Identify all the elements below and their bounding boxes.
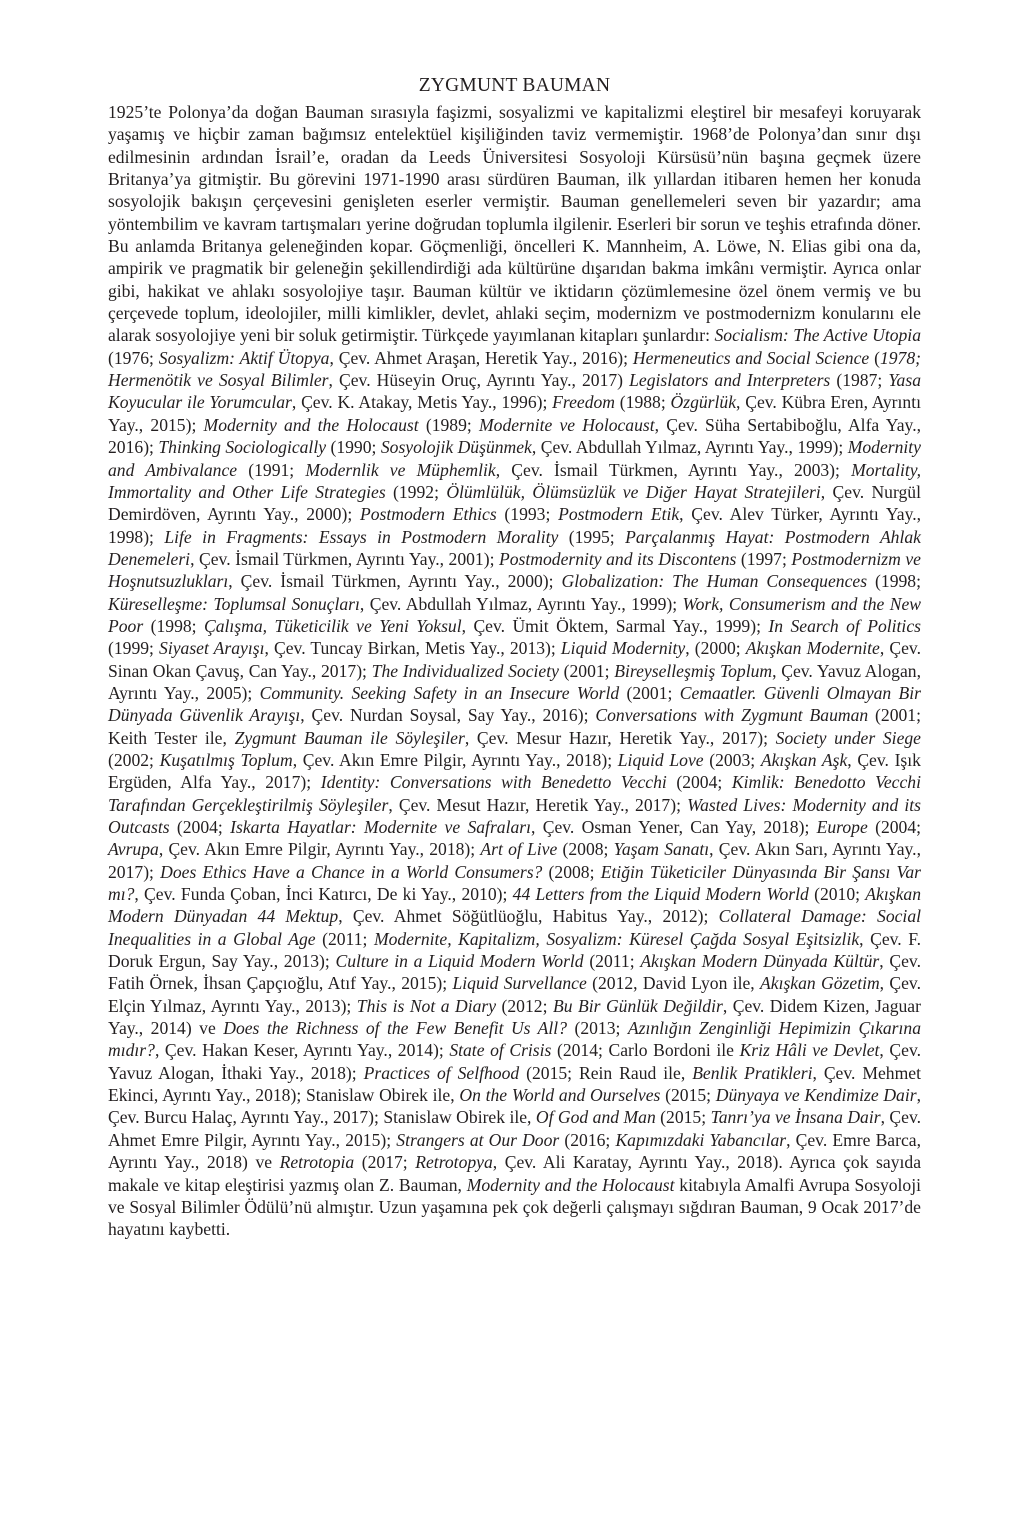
text-run: (2012; (496, 995, 553, 1016)
text-run: , Çev. Abdullah Yılmaz, Ayrıntı Yay., 1999); (531, 437, 848, 458)
italic-title-run: Tanrı’ya ve İnsana Dair (710, 1107, 881, 1128)
italic-title-run: Akışkan Modern Dünyada Kültür (640, 951, 880, 972)
text-run: (2001; Keith Tester ile, (108, 705, 921, 748)
italic-title-run: Modernity and Ambivalance (108, 437, 921, 480)
text-run: (2012, David Lyon ile, (586, 973, 761, 994)
italic-title-run: Akışkan Modernite (745, 638, 880, 659)
text-run: (2008; (557, 839, 614, 860)
text-run: , Çev. Mesut Hazır, Heretik Yay., 2017); (388, 794, 688, 815)
text-run: , Çev. Ahmet Araşan, Heretik Yay., 2016); (329, 347, 633, 368)
text-run: (2017; (354, 1152, 416, 1173)
text-run: (1997; (736, 548, 792, 569)
text-run: , Çev. Ahmet Söğütlüoğlu, Habitus Yay., 2012); (338, 906, 719, 927)
italic-title-run: Community. Seeking Safety in an Insecure World (259, 682, 620, 703)
italic-title-run: Europe (816, 817, 868, 837)
italic-title-run: Strangers at Our Door (396, 1129, 560, 1150)
text-run: , Çev. Ahmet Emre Pilgir, Ayrıntı Yay., 2015); (108, 1107, 922, 1150)
italic-title-run: Siyaset Arayışı (159, 638, 265, 659)
italic-title-run: Society under Siege (775, 727, 921, 748)
italic-title-run: Practices of Selfhood (363, 1062, 520, 1083)
italic-title-run: Wasted Lives: Modernity and its Outcasts (108, 794, 921, 837)
text-run: (1991; (237, 459, 306, 480)
italic-title-run: Ölümlülük, Ölümsüzlük ve Diğer Hayat Stratejileri (446, 481, 821, 502)
text-run: (2002; (108, 749, 160, 770)
text-run: , Çev. Fatih Örnek, İhsan Çapçıoğlu, Atıf Yay., 2015); (108, 951, 921, 994)
italic-title-run: Postmodernity and its Discontens (499, 548, 737, 569)
italic-title-run: Globalization: The Human Consequences (561, 571, 868, 592)
text-run: , Çev. Burcu Halaç, Ayrıntı Yay., 2017); Stanislaw Obirek ile, (108, 1085, 921, 1128)
text-run: (2015; (655, 1107, 711, 1128)
text-run: kitabıyla Amalfi Avrupa Sosyoloji ve Sosyal Bilimler Ödülü’nü almıştır. Uzun yaşamına pek çok değerli çalışmayı sığdıran Bauman, 9 Ocak 2017’de hayatını kaybetti. (108, 1174, 921, 1240)
italic-title-run: 44 Letters from the Liquid Modern World (512, 884, 809, 905)
italic-title-run: Benlik Pratikleri (692, 1062, 813, 1083)
text-run: (1999; (108, 638, 160, 659)
text-run: , Çev. Ali Karatay, Ayrıntı Yay., 2018). Ayrıca çok sayıda makale ve kitap eleştirisi yazmış olan Z. Bauman, (108, 1152, 921, 1195)
italic-title-run: The Individualized Society (371, 660, 559, 681)
text-run: (2001; (558, 660, 615, 681)
text-run: , Çev. Elçin Yılmaz, Ayrıntı Yay., 2013); (108, 973, 921, 1016)
text-run: , (2000; (685, 638, 746, 659)
italic-title-run: Kuşatılmış Toplum (159, 749, 293, 770)
text-run: , Çev. Abdullah Yılmaz, Ayrıntı Yay., 1999); (359, 593, 683, 614)
italic-title-run: In Search of Politics (768, 615, 921, 636)
italic-title-run: Yaşam Sanatı (613, 839, 710, 860)
text-run: , Çev. Süha Sertabiboğlu, Alfa Yay., 2016); (108, 414, 921, 458)
italic-title-run: Thinking Sociologically (158, 437, 327, 458)
text-run: (1988; (615, 392, 671, 413)
text-run: ( (869, 347, 880, 368)
text-run: , Çev. Yavuz Alogan, İthaki Yay., 2018); (108, 1040, 921, 1083)
italic-title-run: Kriz Hâli ve Devlet (739, 1040, 880, 1061)
italic-title-run: Avrupa (108, 839, 159, 860)
italic-title-run: Freedom (552, 392, 616, 413)
italic-title-run: Retrotopia (279, 1152, 355, 1173)
italic-title-run: Liquid Love (617, 749, 704, 770)
italic-title-run: Legislators and Interpreters (629, 370, 831, 391)
italic-title-run: Kapımızdaki Yabancılar (615, 1129, 787, 1150)
text-run: (2004; (867, 817, 922, 837)
italic-title-run: Socialism: The Active Utopia (714, 325, 921, 346)
italic-title-run: Liquid Modernity (560, 638, 686, 659)
italic-title-run: Kimlik: Benedotto Vecchi Tarafından Gerçekleştirilmiş Söyleşiler (108, 772, 921, 815)
italic-title-run: Sosyalizm: Aktif Ütopya (158, 347, 330, 368)
text-run: , Çev. İsmail Türkmen, Ayrıntı Yay., 2003); (495, 459, 852, 480)
text-run: , Çev. Hakan Keser, Ayrıntı Yay., 2014); (154, 1040, 450, 1061)
italic-title-run: Yasa Koyucular ile Yorumcular (108, 370, 921, 413)
text-run: (2003; (703, 749, 761, 770)
text-run: , Çev. Nurdan Soysal, Say Yay., 2016); (300, 705, 596, 726)
italic-title-run: Zygmunt Bauman ile Söyleşiler (234, 727, 465, 748)
text-run: , Çev. Akın Emre Pilgir, Ayrıntı Yay., 2018); (158, 839, 481, 860)
italic-title-run: Modernity and the Holocaust (466, 1174, 675, 1195)
text-run: (2008; (542, 861, 601, 882)
text-run: (1995; (558, 526, 626, 547)
italic-title-run: Liquid Survellance (452, 973, 587, 994)
text-run: , Çev. Işık Ergüden, Alfa Yay., 2017); (108, 749, 921, 793)
text-run: , Çev. Funda Çoban, İnci Katırcı, De ki Yay., 2010); (134, 884, 513, 905)
italic-title-run: Cemaatler. Güvenli Olmayan Bir Dünyada Güvenlik Arayışı (108, 682, 922, 726)
italic-title-run: Azınlığın Zenginliği Hepimizin Çıkarına mıdır? (108, 1018, 921, 1061)
text-run: , Çev. Yavuz Alogan, Ayrıntı Yay., 2005); (108, 660, 921, 703)
text-run: (2011; (583, 951, 641, 972)
text-run: , Çev. Mesur Hazır, Heretik Yay., 2017); (464, 727, 776, 748)
text-run: , Çev. Nurgül Demirdöven, Ayrıntı Yay., 2000); (108, 481, 921, 525)
italic-title-run: Sosyolojik Düşünmek (380, 437, 532, 458)
italic-title-run: Modernlik ve Müphemlik (305, 459, 496, 480)
page-title: ZYGMUNT BAUMAN (418, 75, 611, 96)
italic-title-run: Culture in a Liquid Modern World (335, 951, 584, 972)
italic-title-run: Akışkan Aşk (760, 749, 848, 770)
italic-title-run: Modernity and the Holocaust (203, 414, 419, 435)
italic-title-run: Does Ethics Have a Chance in a World Consumers? (160, 861, 543, 882)
italic-title-run: Bireyselleşmiş Toplum (614, 660, 773, 681)
text-run: (2004; (169, 817, 231, 837)
italic-title-run: Retrotopya (415, 1152, 493, 1173)
text-run: (2013; (567, 1018, 628, 1039)
italic-title-run: Does the Richness of the Few Benefit Us All? (223, 1018, 567, 1039)
text-run: (1998; (867, 571, 921, 592)
text-run: (2014; Carlo Bordoni ile (551, 1040, 740, 1061)
italic-title-run: Parçalanmış Hayat: Postmodern Ahlak Denemeleri (108, 526, 921, 569)
text-run: 1925’te Polonya’da doğan Bauman sırasıyla faşizmi, sosyalizmi ve kapitalizmi eleştirel bir mesafeyi koruyarak yaşamış ve hiçbir zaman bağımsız entelektüel kişiliğinden taviz vermemiştir. 1968’de Polonya’dan sınır dışı edilmesinin ardından İsrail’e, oradan da Leeds Üniversitesi Sosyoloji Kürsüsü’nün başına geçmek üzere Britanya’ya gitmiştir. Bu görevini 1971-1990 arası sürdüren Bauman, ilk yıllardan itibaren hemen her konuda sosyolojik bakışın çerçevesini genişleten eserler vermiştir. Bauman genellemeleri seven bir yazardır; ama yöntembilim ve kavram tartışmaları yerine doğrudan toplumla ilgilenir. Eserleri bir sorun ve teşhis etrafında döner. Bu anlamda Britanya geleneğinden kopar. Göçmenliği, öncelleri K. Mannheim, A. Löwe, N. Elias gibi ona da, ampirik ve pragmatik bir geleneğin şekillendirdiği ada kültürüne dışarıdan bakma imkânı vermiştir. Ayrıca onlar gibi, hakikat ve ahlakı sosyolojiye taşır. Bauman kültür ve iktidarın çözümlemesine özel önem vermiş ve bu çerçevede toplum, ideolojiler, milli kimlikler, devlet, ahlaki seçim, modernizm ve postmodernizm konularını ele alarak sosyolojiye yeni bir soluk getirmiştir. Türkçede yayımlanan kitapları şunlardır: (108, 102, 921, 346)
text-run: , Çev. Mehmet Ekinci, Ayrıntı Yay., 2018); Stanislaw Obirek ile, (108, 1062, 921, 1106)
text-run: (1987; (830, 370, 889, 391)
italic-title-run: Küreselleşme: Toplumsal Sonuçları (108, 593, 360, 614)
text-run: (2004; (666, 772, 732, 793)
text-run: , Çev. Akın Sarı, Ayrıntı Yay., 2017); (108, 839, 921, 882)
biography-paragraph (108, 101, 921, 1241)
text-run: (2010; (808, 884, 866, 905)
text-run: , Çev. Didem Kizen, Jaguar Yay., 2014) ve (108, 995, 921, 1039)
italic-title-run: Etiğin Tüketiciler Dünyasında Bir Şansı Var mı? (108, 861, 921, 905)
italic-title-run: Conversations with Zygmunt Bauman (595, 705, 869, 726)
text-run: , Çev. K. Atakay, Metis Yay., 1996); (291, 392, 553, 413)
text-run: , Çev. Kübra Eren, Ayrıntı Yay., 2015); (108, 392, 921, 435)
text-run: , Çev. Sinan Okan Çavuş, Can Yay., 2017); (108, 638, 921, 681)
text-run: (1990; (326, 437, 381, 458)
text-run: (1993; (496, 504, 559, 525)
italic-title-run: This is Not a Diary (356, 995, 497, 1016)
italic-title-run: Of God and Man (535, 1107, 656, 1128)
text-run: (2015; Rein Raud ile, (519, 1062, 693, 1083)
text-run: (1992; (385, 481, 447, 502)
text-run: , Çev. Hüseyin Oruç, Ayrıntı Yay., 2017) (328, 370, 630, 391)
italic-title-run: Akışkan Modern Dünyadan 44 Mektup (108, 884, 921, 927)
text-run: , Çev. Emre Barca, Ayrıntı Yay., 2018) ve (108, 1129, 921, 1173)
text-run: , Çev. Ümit Öktem, Sarmal Yay., 1999); (461, 615, 769, 636)
italic-title-run: On the World and Ourselves (459, 1085, 661, 1106)
italic-title-run: Mortality, Immortality and Other Life Strategies (108, 459, 921, 502)
italic-title-run: Postmodern Ethics (359, 504, 497, 525)
italic-title-run: Dünyaya ve Kendimize Dair (715, 1085, 917, 1106)
text-run: , Çev. F. Doruk Ergun, Say Yay., 2013); (108, 928, 921, 972)
italic-title-run: Identity: Conversations with Benedetto Vecchi (320, 772, 667, 793)
italic-title-run: State of Crisis (449, 1040, 552, 1061)
italic-title-run: Modernite ve Holocaust (479, 414, 655, 435)
document-page (108, 74, 921, 1241)
text-run: , Çev. İsmail Türkmen, Ayrıntı Yay., 2001); (190, 548, 499, 569)
italic-title-run: Postmodern Etik (558, 504, 680, 525)
italic-title-run: Akışkan Gözetim (760, 973, 880, 994)
text-run: , Çev. Osman Yener, Can Yay, 2018); (531, 817, 817, 837)
text-run: , Çev. Akın Emre Pilgir, Ayrıntı Yay., 2018); (292, 749, 618, 770)
text-run: (2015; (660, 1085, 716, 1106)
text-run: (1998; (143, 615, 204, 636)
italic-title-run: Modernite, Kapitalizm, Sosyalizm: Küresel Çağda Sosyal Eşitsizlik (373, 928, 860, 949)
italic-title-run: Postmodernizm ve Hoşnutsuzlukları (108, 548, 921, 592)
italic-title-run: Bu Bir Günlük Değildir (552, 995, 723, 1016)
text-run: (2016; (559, 1129, 616, 1150)
text-run: (1976; (108, 347, 159, 368)
italic-title-run: Çalışma, Tüketicilik ve Yeni Yoksul (203, 615, 462, 636)
text-run: (1989; (418, 414, 479, 435)
text-run: (2001; (619, 682, 680, 703)
italic-title-run: Collateral Damage: Social Inequalities in a Global Age (108, 906, 922, 949)
italic-title-run: Life in Fragments: Essays in Postmodern Morality (164, 526, 559, 547)
italic-title-run: Hermeneutics and Social Science (632, 347, 870, 368)
text-run: , Çev. İsmail Türkmen, Ayrıntı Yay., 2000); (228, 571, 562, 592)
text-run: (2011; (315, 928, 374, 949)
text-run: , Çev. Alev Türker, Ayrıntı Yay., 1998); (108, 504, 922, 547)
text-run: , Çev. Tuncay Birkan, Metis Yay., 2013); (264, 638, 561, 659)
italic-title-run: Iskarta Hayatlar: Modernite ve Safraları (230, 817, 532, 837)
italic-title-run: Özgürlük (670, 392, 737, 413)
italic-title-run: Art of Live (480, 839, 558, 860)
italic-title-run: Work, Consumerism and the New Poor (108, 593, 921, 636)
italic-title-run: 1978; Hermenötik ve Sosyal Bilimler (108, 347, 921, 391)
